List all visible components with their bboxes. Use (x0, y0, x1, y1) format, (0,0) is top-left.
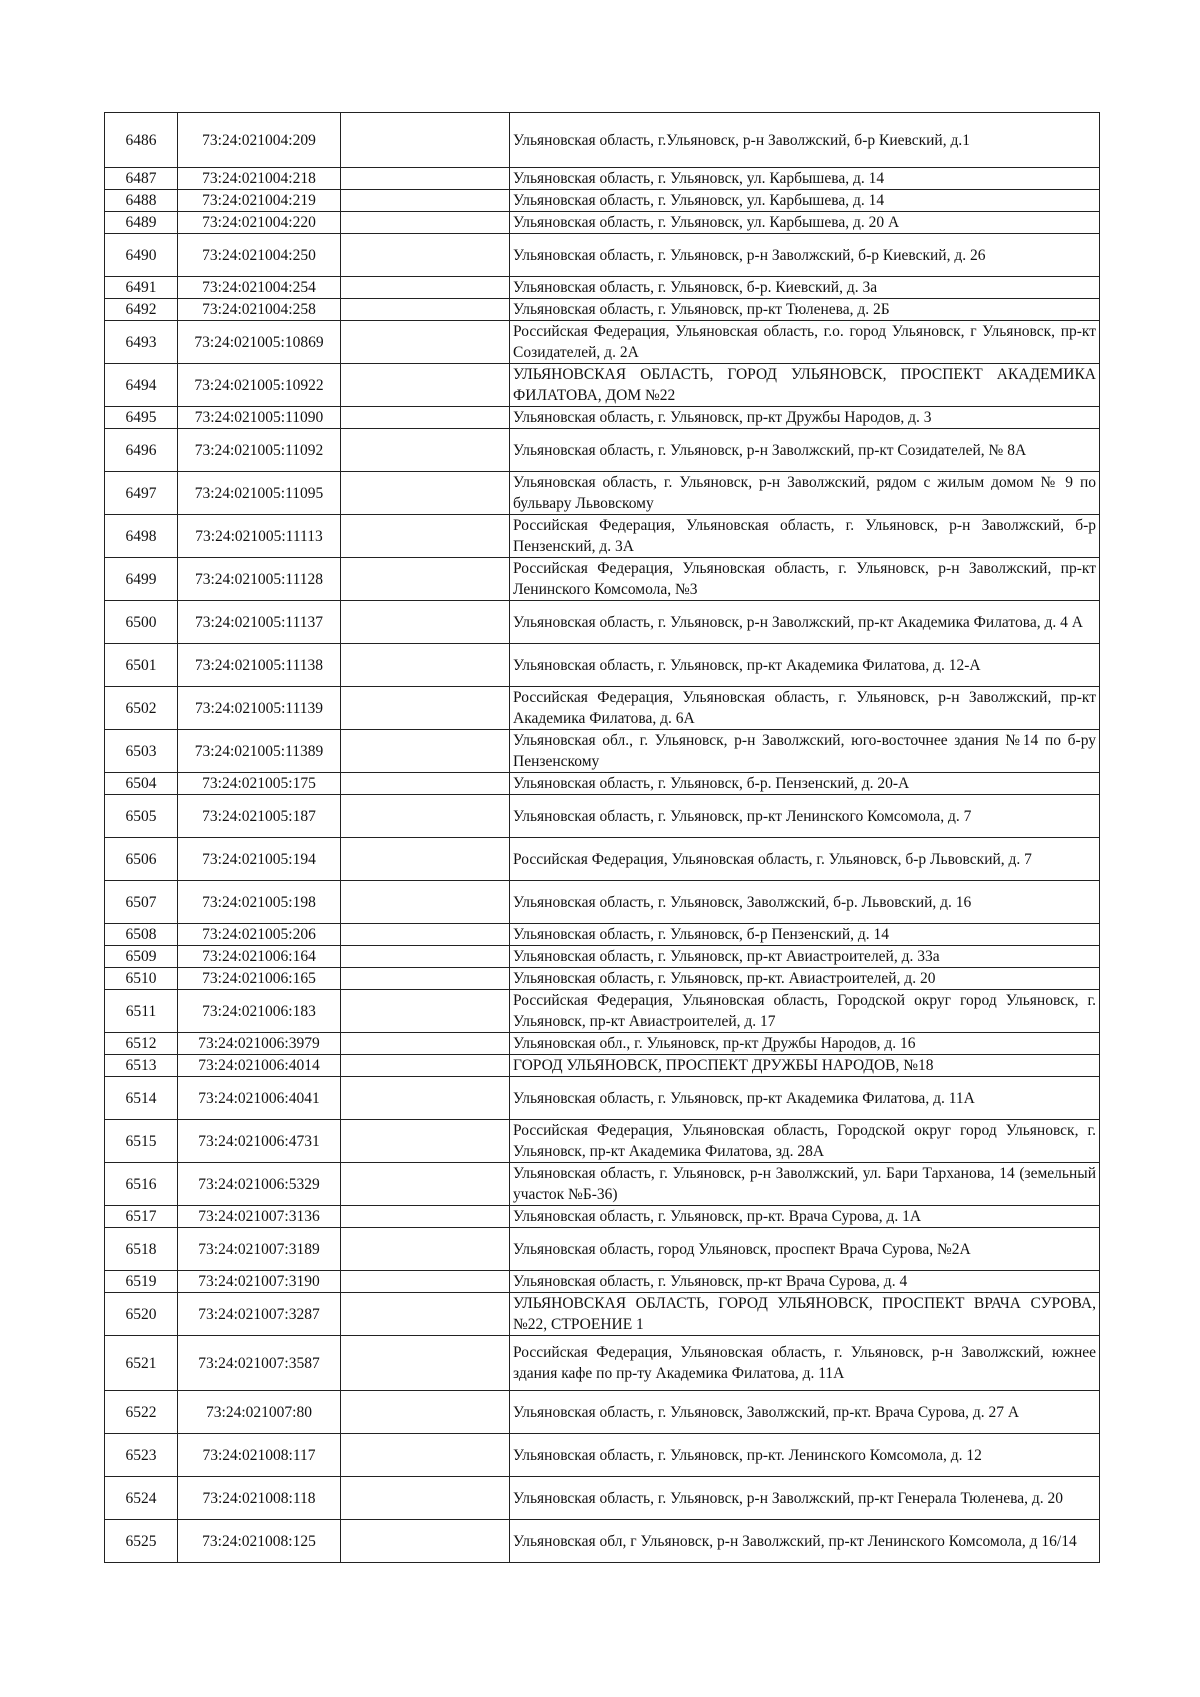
row-number-cell: 6522 (105, 1391, 178, 1434)
table-row (105, 1434, 1100, 1477)
row-number-cell: 6516 (105, 1163, 178, 1206)
table-row (105, 1077, 1100, 1120)
cadastral-number-cell: 73:24:021006:164 (178, 946, 341, 968)
row-number-cell: 6514 (105, 1077, 178, 1120)
address-cell: Ульяновская область, г.Ульяновск, р-н Заволжский, б-р Киевский, д.1 (510, 113, 1100, 168)
address-cell: ГОРОД УЛЬЯНОВСК, ПРОСПЕКТ ДРУЖБЫ НАРОДОВ, №18 (510, 1055, 1100, 1077)
row-number-cell: 6513 (105, 1055, 178, 1077)
empty-cell (341, 299, 510, 321)
address-cell: Ульяновская область, г. Ульяновск, Заволжский, пр-кт. Врача Сурова, д. 27 А (510, 1391, 1100, 1434)
row-number-cell: 6504 (105, 773, 178, 795)
cadastral-number-cell: 73:24:021005:11128 (178, 558, 341, 601)
table-row (105, 1163, 1100, 1206)
empty-cell (341, 773, 510, 795)
cadastral-number-cell: 73:24:021004:209 (178, 113, 341, 168)
address-cell: Ульяновская область, г. Ульяновск, р-н Заволжский, пр-кт Генерала Тюленева, д. 20 (510, 1477, 1100, 1520)
table-row (105, 364, 1100, 407)
address-cell: Ульяновская область, г. Ульяновск, р-н Заволжский, пр-кт Созидателей, № 8А (510, 429, 1100, 472)
empty-cell (341, 1055, 510, 1077)
table-row (105, 472, 1100, 515)
cadastral-number-cell: 73:24:021005:194 (178, 838, 341, 881)
row-number-cell: 6521 (105, 1336, 178, 1391)
empty-cell (341, 407, 510, 429)
table-row (105, 644, 1100, 687)
cadastral-number-cell: 73:24:021007:3189 (178, 1228, 341, 1271)
table-row (105, 1271, 1100, 1293)
cadastral-number-cell: 73:24:021008:125 (178, 1520, 341, 1563)
cadastral-number-cell: 73:24:021006:5329 (178, 1163, 341, 1206)
empty-cell (341, 277, 510, 299)
empty-cell (341, 364, 510, 407)
cadastral-number-cell: 73:24:021005:206 (178, 924, 341, 946)
empty-cell (341, 1077, 510, 1120)
row-number-cell: 6500 (105, 601, 178, 644)
cadastral-number-cell: 73:24:021005:11095 (178, 472, 341, 515)
table-row (105, 990, 1100, 1033)
address-cell: Ульяновская обл., г. Ульяновск, р-н Заволжский, юго-восточнее здания №14 по б-ру Пензенскому (510, 730, 1100, 773)
cadastral-number-cell: 73:24:021006:3979 (178, 1033, 341, 1055)
empty-cell (341, 515, 510, 558)
cadastral-number-cell: 73:24:021005:11138 (178, 644, 341, 687)
row-number-cell: 6487 (105, 168, 178, 190)
empty-cell (341, 644, 510, 687)
address-cell: Российская Федерация, Ульяновская область, г. Ульяновск, б-р Львовский, д. 7 (510, 838, 1100, 881)
table-row (105, 968, 1100, 990)
cadastral-number-cell: 73:24:021006:165 (178, 968, 341, 990)
cadastral-number-cell: 73:24:021004:220 (178, 212, 341, 234)
row-number-cell: 6494 (105, 364, 178, 407)
address-cell: Ульяновская обл, г Ульяновск, р-н Заволжский, пр-кт Ленинского Комсомола, д 16/14 (510, 1520, 1100, 1563)
cadastral-number-cell: 73:24:021008:118 (178, 1477, 341, 1520)
address-cell: Ульяновская область, г. Ульяновск, ул. Карбышева, д. 20 А (510, 212, 1100, 234)
row-number-cell: 6496 (105, 429, 178, 472)
address-cell: Ульяновская область, г. Ульяновск, б-р Пензенский, д. 14 (510, 924, 1100, 946)
table-row (105, 1055, 1100, 1077)
table-row (105, 1391, 1100, 1434)
row-number-cell: 6488 (105, 190, 178, 212)
address-cell: Российская Федерация, Ульяновская область, г.о. город Ульяновск, г Ульяновск, пр-кт Созидателей, д. 2А (510, 321, 1100, 364)
cadastral-number-cell: 73:24:021005:10869 (178, 321, 341, 364)
address-cell: Ульяновская область, г. Ульяновск, пр-кт Академика Филатова, д. 11А (510, 1077, 1100, 1120)
cadastral-number-cell: 73:24:021006:4041 (178, 1077, 341, 1120)
row-number-cell: 6493 (105, 321, 178, 364)
row-number-cell: 6510 (105, 968, 178, 990)
row-number-cell: 6503 (105, 730, 178, 773)
empty-cell (341, 1434, 510, 1477)
row-number-cell: 6501 (105, 644, 178, 687)
address-cell: Ульяновская область, г. Ульяновск, р-н Заволжский, рядом с жилым домом № 9 по бульвару Львовскому (510, 472, 1100, 515)
row-number-cell: 6511 (105, 990, 178, 1033)
cadastral-number-cell: 73:24:021007:80 (178, 1391, 341, 1434)
address-cell: Ульяновская область, г. Ульяновск, пр-кт Тюленева, д. 2Б (510, 299, 1100, 321)
address-cell: Ульяновская область, г. Ульяновск, ул. Карбышева, д. 14 (510, 168, 1100, 190)
empty-cell (341, 429, 510, 472)
address-cell: Российская Федерация, Ульяновская область, Городской округ город Ульяновск, г. Ульяновск, пр-кт Авиастроителей, д. 17 (510, 990, 1100, 1033)
address-cell: Российская Федерация, Ульяновская область, г. Ульяновск, р-н Заволжский, южнее здания кафе по пр-ту Академика Филатова, д. 11А (510, 1336, 1100, 1391)
row-number-cell: 6498 (105, 515, 178, 558)
empty-cell (341, 1206, 510, 1228)
row-number-cell: 6525 (105, 1520, 178, 1563)
address-cell: Ульяновская область, г. Ульяновск, р-н Заволжский, б-р Киевский, д. 26 (510, 234, 1100, 277)
empty-cell (341, 1520, 510, 1563)
cadastral-number-cell: 73:24:021005:187 (178, 795, 341, 838)
empty-cell (341, 1120, 510, 1163)
row-number-cell: 6523 (105, 1434, 178, 1477)
cadastral-number-cell: 73:24:021005:175 (178, 773, 341, 795)
cadastral-number-cell: 73:24:021005:198 (178, 881, 341, 924)
row-number-cell: 6486 (105, 113, 178, 168)
table-row (105, 773, 1100, 795)
table-row (105, 1033, 1100, 1055)
row-number-cell: 6515 (105, 1120, 178, 1163)
cadastral-number-cell: 73:24:021005:11137 (178, 601, 341, 644)
address-cell: Российская Федерация, Ульяновская область, Городской округ город Ульяновск, г. Ульяновск, пр-кт Академика Филатова, зд. 28А (510, 1120, 1100, 1163)
cadastral-number-cell: 73:24:021004:254 (178, 277, 341, 299)
cadastral-number-cell: 73:24:021007:3136 (178, 1206, 341, 1228)
address-cell: УЛЬЯНОВСКАЯ ОБЛАСТЬ, ГОРОД УЛЬЯНОВСК, ПРОСПЕКТ ВРАЧА СУРОВА, №22, СТРОЕНИЕ 1 (510, 1293, 1100, 1336)
table-row (105, 687, 1100, 730)
table-row (105, 1520, 1100, 1563)
row-number-cell: 6505 (105, 795, 178, 838)
empty-cell (341, 558, 510, 601)
table-row (105, 795, 1100, 838)
empty-cell (341, 472, 510, 515)
table-row (105, 168, 1100, 190)
empty-cell (341, 1163, 510, 1206)
cadastral-number-cell: 73:24:021005:11113 (178, 515, 341, 558)
row-number-cell: 6490 (105, 234, 178, 277)
table-row (105, 277, 1100, 299)
table-row (105, 190, 1100, 212)
empty-cell (341, 1293, 510, 1336)
address-cell: Ульяновская область, г. Ульяновск, б-р. Пензенский, д. 20-А (510, 773, 1100, 795)
table-row (105, 1120, 1100, 1163)
address-cell: Ульяновская область, г. Ульяновск, пр-кт Дружбы Народов, д. 3 (510, 407, 1100, 429)
cadastral-number-cell: 73:24:021006:4014 (178, 1055, 341, 1077)
cadastral-number-cell: 73:24:021005:11389 (178, 730, 341, 773)
row-number-cell: 6507 (105, 881, 178, 924)
row-number-cell: 6512 (105, 1033, 178, 1055)
table-row (105, 924, 1100, 946)
address-cell: Ульяновская область, г. Ульяновск, пр-кт Авиастроителей, д. 33а (510, 946, 1100, 968)
address-cell: Ульяновская область, г. Ульяновск, б-р. Киевский, д. 3а (510, 277, 1100, 299)
address-cell: Ульяновская область, г. Ульяновск, пр-кт Ленинского Комсомола, д. 7 (510, 795, 1100, 838)
cadastral-number-cell: 73:24:021004:219 (178, 190, 341, 212)
row-number-cell: 6489 (105, 212, 178, 234)
row-number-cell: 6509 (105, 946, 178, 968)
cadastral-number-cell: 73:24:021006:183 (178, 990, 341, 1033)
table-row (105, 730, 1100, 773)
table-row (105, 558, 1100, 601)
cadastral-number-cell: 73:24:021007:3587 (178, 1336, 341, 1391)
table-row (105, 1477, 1100, 1520)
cadastral-table (104, 112, 1100, 1563)
table-row (105, 1293, 1100, 1336)
cadastral-number-cell: 73:24:021004:258 (178, 299, 341, 321)
cadastral-number-cell: 73:24:021004:218 (178, 168, 341, 190)
empty-cell (341, 924, 510, 946)
table-row (105, 838, 1100, 881)
empty-cell (341, 1477, 510, 1520)
cadastral-number-cell: 73:24:021006:4731 (178, 1120, 341, 1163)
row-number-cell: 6491 (105, 277, 178, 299)
cadastral-number-cell: 73:24:021007:3190 (178, 1271, 341, 1293)
table-row (105, 1206, 1100, 1228)
empty-cell (341, 1336, 510, 1391)
empty-cell (341, 1271, 510, 1293)
empty-cell (341, 1391, 510, 1434)
table-row (105, 515, 1100, 558)
empty-cell (341, 234, 510, 277)
row-number-cell: 6497 (105, 472, 178, 515)
empty-cell (341, 1033, 510, 1055)
address-cell: Ульяновская область, г. Ульяновск, пр-кт. Ленинского Комсомола, д. 12 (510, 1434, 1100, 1477)
address-cell: Ульяновская область, г. Ульяновск, пр-кт. Врача Сурова, д. 1А (510, 1206, 1100, 1228)
table-row (105, 113, 1100, 168)
cadastral-number-cell: 73:24:021005:11139 (178, 687, 341, 730)
row-number-cell: 6520 (105, 1293, 178, 1336)
row-number-cell: 6499 (105, 558, 178, 601)
table-row (105, 234, 1100, 277)
address-cell: Ульяновская область, г. Ульяновск, пр-кт Академика Филатова, д. 12-А (510, 644, 1100, 687)
address-cell: Российская Федерация, Ульяновская область, г. Ульяновск, р-н Заволжский, пр-кт Ленинского Комсомола, №3 (510, 558, 1100, 601)
empty-cell (341, 321, 510, 364)
cadastral-number-cell: 73:24:021007:3287 (178, 1293, 341, 1336)
table-row (105, 321, 1100, 364)
cadastral-number-cell: 73:24:021004:250 (178, 234, 341, 277)
row-number-cell: 6518 (105, 1228, 178, 1271)
address-cell: Ульяновская область, г. Ульяновск, пр-кт. Авиастроителей, д. 20 (510, 968, 1100, 990)
address-cell: Ульяновская область, г. Ульяновск, пр-кт Врача Сурова, д. 4 (510, 1271, 1100, 1293)
table-row (105, 429, 1100, 472)
cadastral-number-cell: 73:24:021005:11092 (178, 429, 341, 472)
row-number-cell: 6492 (105, 299, 178, 321)
table-row (105, 946, 1100, 968)
table-row (105, 881, 1100, 924)
empty-cell (341, 946, 510, 968)
empty-cell (341, 968, 510, 990)
address-cell: УЛЬЯНОВСКАЯ ОБЛАСТЬ, ГОРОД УЛЬЯНОВСК, ПРОСПЕКТ АКАДЕМИКА ФИЛАТОВА, ДОМ №22 (510, 364, 1100, 407)
cadastral-number-cell: 73:24:021005:11090 (178, 407, 341, 429)
empty-cell (341, 1228, 510, 1271)
table-row (105, 212, 1100, 234)
empty-cell (341, 113, 510, 168)
row-number-cell: 6502 (105, 687, 178, 730)
empty-cell (341, 601, 510, 644)
address-cell: Ульяновская область, город Ульяновск, проспект Врача Сурова, №2А (510, 1228, 1100, 1271)
empty-cell (341, 190, 510, 212)
address-cell: Российская Федерация, Ульяновская область, г. Ульяновск, р-н Заволжский, пр-кт Академика Филатова, д. 6А (510, 687, 1100, 730)
cadastral-number-cell: 73:24:021008:117 (178, 1434, 341, 1477)
address-cell: Ульяновская область, г. Ульяновск, Заволжский, б-р. Львовский, д. 16 (510, 881, 1100, 924)
table-row (105, 601, 1100, 644)
address-cell: Ульяновская область, г. Ульяновск, ул. Карбышева, д. 14 (510, 190, 1100, 212)
row-number-cell: 6495 (105, 407, 178, 429)
address-cell: Ульяновская область, г. Ульяновск, р-н Заволжский, пр-кт Академика Филатова, д. 4 А (510, 601, 1100, 644)
row-number-cell: 6519 (105, 1271, 178, 1293)
empty-cell (341, 168, 510, 190)
table-row (105, 299, 1100, 321)
row-number-cell: 6517 (105, 1206, 178, 1228)
empty-cell (341, 881, 510, 924)
table-body (105, 113, 1100, 1563)
table-row (105, 1336, 1100, 1391)
cadastral-number-cell: 73:24:021005:10922 (178, 364, 341, 407)
table-row (105, 407, 1100, 429)
row-number-cell: 6506 (105, 838, 178, 881)
address-cell: Российская Федерация, Ульяновская область, г. Ульяновск, р-н Заволжский, б-р Пензенский, д. 3А (510, 515, 1100, 558)
empty-cell (341, 795, 510, 838)
empty-cell (341, 212, 510, 234)
table-row (105, 1228, 1100, 1271)
empty-cell (341, 990, 510, 1033)
empty-cell (341, 730, 510, 773)
address-cell: Ульяновская область, г. Ульяновск, р-н Заволжский, ул. Бари Тарханова, 14 (земельный участок №Б-36) (510, 1163, 1100, 1206)
address-cell: Ульяновская обл., г. Ульяновск, пр-кт Дружбы Народов, д. 16 (510, 1033, 1100, 1055)
row-number-cell: 6508 (105, 924, 178, 946)
empty-cell (341, 838, 510, 881)
empty-cell (341, 687, 510, 730)
row-number-cell: 6524 (105, 1477, 178, 1520)
